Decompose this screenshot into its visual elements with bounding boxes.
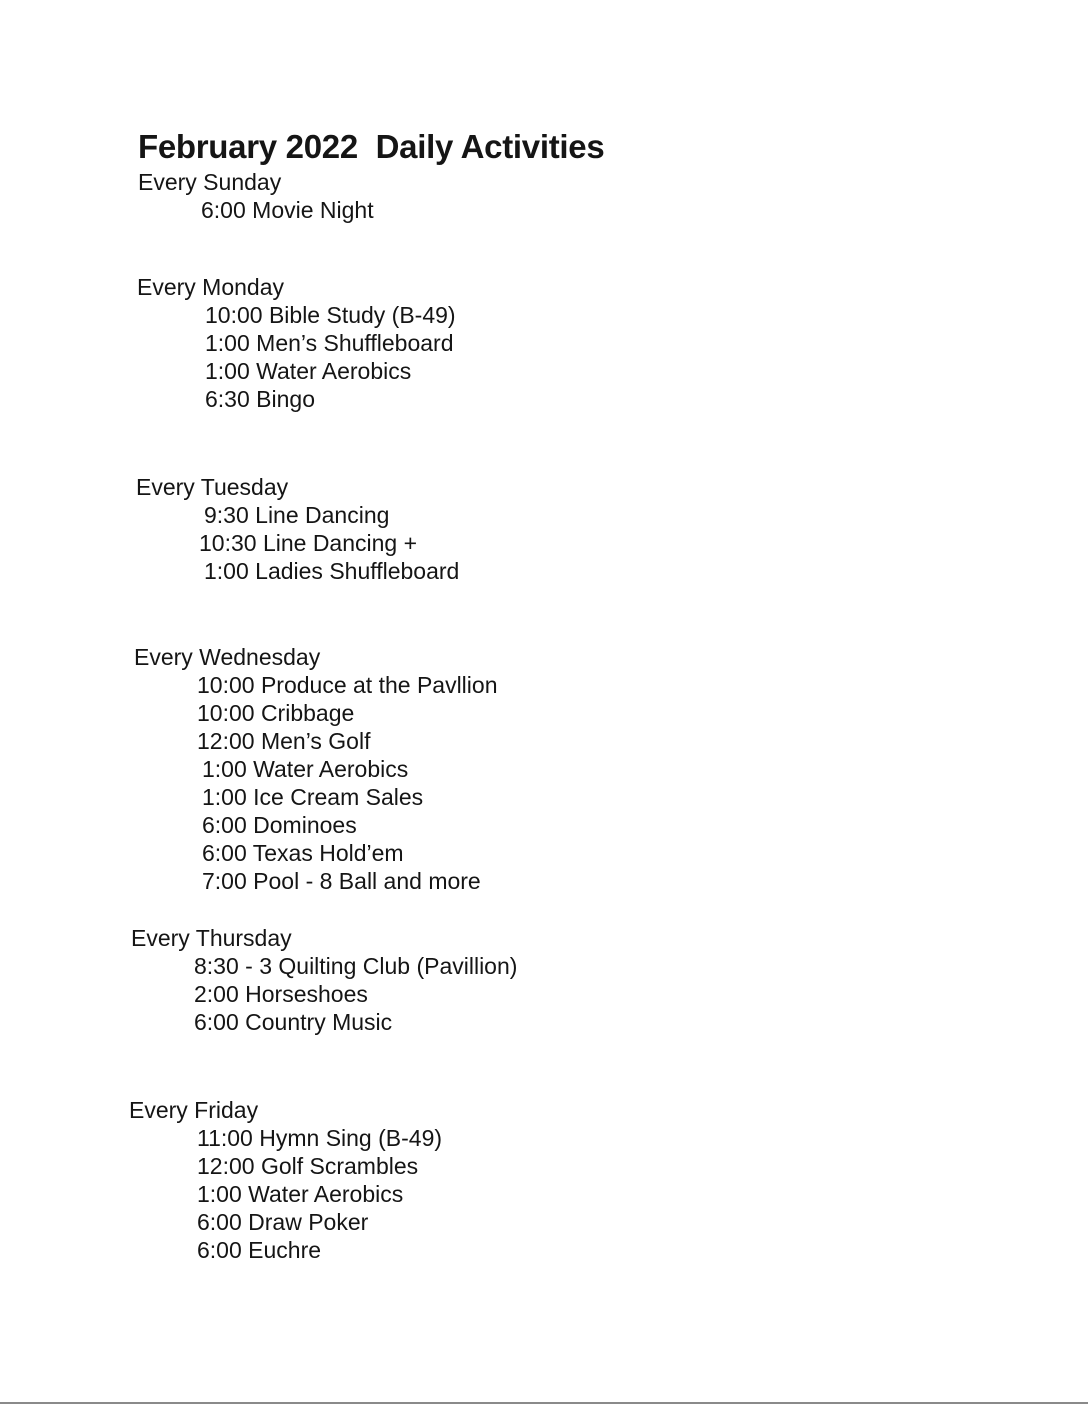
activity-item: 11:00 Hymn Sing (B-49)	[197, 1125, 443, 1151]
activity-item: 1:00 Ladies Shuffleboard	[204, 558, 460, 584]
day-heading: Every Thursday	[131, 925, 292, 951]
section-monday	[137, 273, 456, 413]
activity-list	[138, 196, 374, 224]
day-heading: Every Friday	[129, 1097, 259, 1123]
activity-list	[137, 301, 456, 413]
day-heading: Every Tuesday	[136, 474, 289, 500]
activity-item: 9:30 Line Dancing	[204, 502, 390, 528]
activity-item: 6:00 Euchre	[197, 1237, 322, 1263]
activity-item: 2:00 Horseshoes	[194, 981, 368, 1007]
activity-item: 1:00 Water Aerobics	[202, 756, 409, 782]
activity-item: 12:00 Golf Scrambles	[197, 1153, 419, 1179]
section-thursday	[131, 924, 517, 1036]
activity-item: 10:00 Produce at the Pavllion	[197, 672, 498, 698]
section-tuesday	[136, 473, 459, 585]
activity-list	[131, 952, 517, 1036]
day-heading: Every Wednesday	[134, 644, 321, 670]
activity-item: 1:00 Water Aerobics	[197, 1181, 404, 1207]
activity-item: 10:00 Cribbage	[197, 700, 355, 726]
activity-item: 6:00 Draw Poker	[197, 1209, 369, 1235]
section-wednesday	[134, 643, 497, 895]
day-heading: Every Sunday	[138, 169, 282, 195]
activity-item: 10:00 Bible Study (B-49)	[205, 302, 456, 328]
activity-item: 6:00 Country Music	[194, 1009, 393, 1035]
activity-item: 1:00 Water Aerobics	[205, 358, 412, 384]
activity-item: 7:00 Pool - 8 Ball and more	[202, 868, 481, 894]
activity-list	[136, 501, 459, 585]
activity-item: 6:30 Bingo	[205, 386, 315, 412]
activity-item: 10:30 Line Dancing +	[199, 530, 418, 556]
activity-list	[134, 671, 497, 895]
page-edge-line	[0, 1402, 1088, 1404]
activity-item: 12:00 Men’s Golf	[197, 728, 371, 754]
section-friday	[129, 1096, 442, 1264]
activity-item: 1:00 Men’s Shuffleboard	[205, 330, 454, 356]
activity-item: 6:00 Movie Night	[201, 197, 374, 223]
day-heading: Every Monday	[137, 274, 285, 300]
activity-item: 6:00 Dominoes	[202, 812, 357, 838]
page-title: February 2022 Daily Activities	[138, 128, 605, 165]
activity-list	[129, 1124, 442, 1264]
activity-item: 8:30 - 3 Quilting Club (Pavillion)	[194, 953, 518, 979]
activity-item: 6:00 Texas Hold’em	[202, 840, 404, 866]
section-sunday	[138, 168, 374, 224]
activity-item: 1:00 Ice Cream Sales	[202, 784, 424, 810]
